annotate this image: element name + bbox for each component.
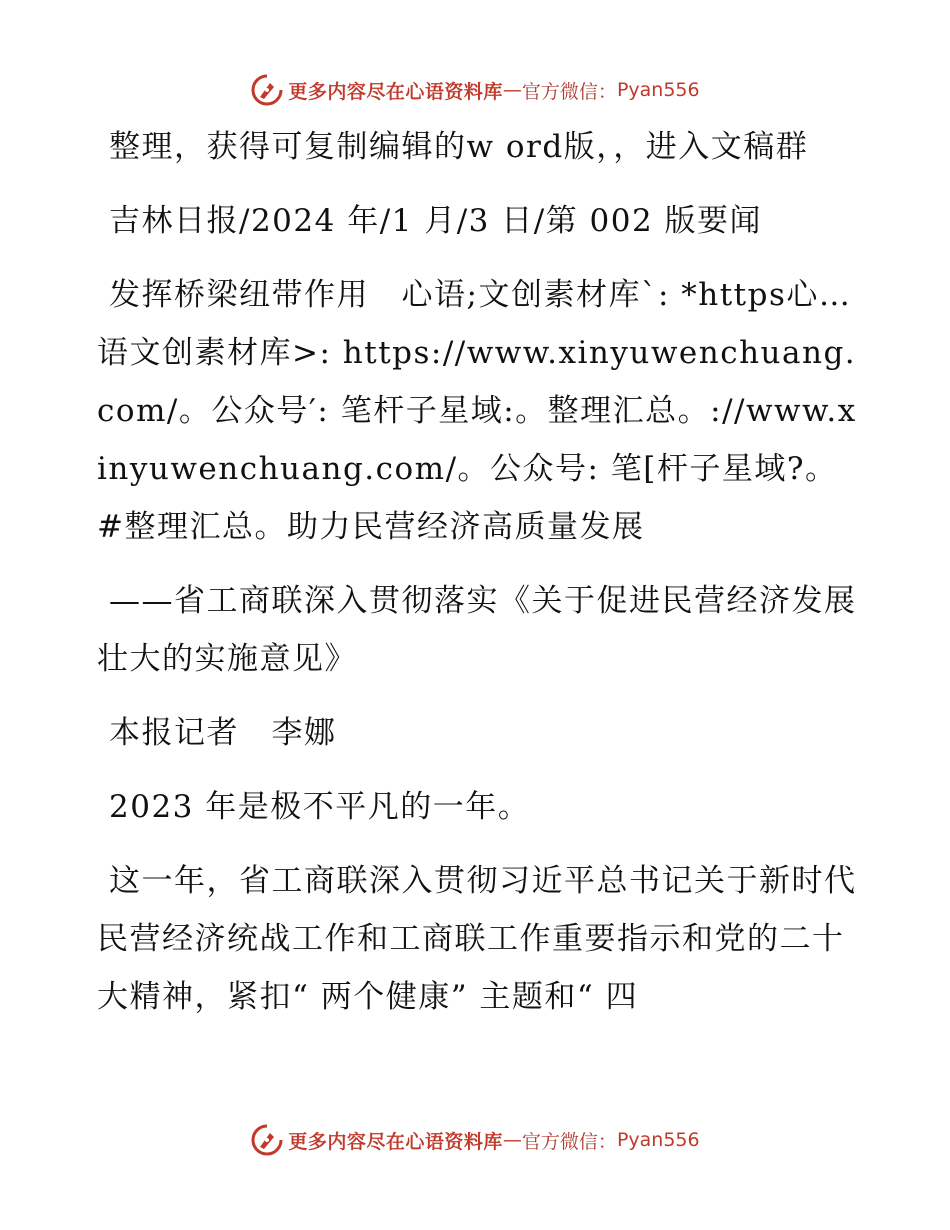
header-watermark-banner [0, 70, 950, 110]
body-paragraph: 2023 年是极不平凡的一年。 [109, 789, 531, 825]
article-body [97, 118, 857, 1042]
byline: 本报记者 李娜 [109, 715, 337, 751]
banner-wechat-label: 官方微信： [521, 80, 617, 103]
pen-nib-swirl-logo-icon [250, 73, 284, 107]
banner-wechat-label: 官方微信： [521, 1130, 617, 1153]
banner-wechat-handle: Pyan556 [616, 79, 700, 101]
body-paragraph: 这一年，省工商联深入贯彻习近平总书记关于新时代民营经济统战工作和工商联工作重要指示和党的二十大精神，紧扣“ 两个健康” 主题和“ 四 [97, 863, 857, 1015]
banner-wechat-handle: Pyan556 [616, 1129, 700, 1151]
banner-separator: — [502, 79, 522, 101]
source-line: 吉林日报/2024 年/1 月/3 日/第 002 版要闻 [109, 203, 763, 239]
banner-separator: — [502, 1129, 522, 1151]
pen-nib-swirl-logo-icon [250, 1123, 284, 1157]
subheadline: ——省工商联深入贯彻落实《关于促进民营经济发展壮大的实施意见》 [97, 583, 857, 677]
banner-text: 更多内容尽在心语资料库 [288, 80, 503, 103]
headline-paragraph: 发挥桥梁纽带作用 心语;文创素材库`: *https心…语文创素材库>: https://www.xinyuwenchuang.com/。公众号′: 笔杆子星域:。整理汇总。://www.xinyuwenchuang.com/。公众号: 笔[杆子星域?。#整理汇总。助力民营经济高质量发展 [97, 277, 857, 545]
footer-watermark-banner [0, 1120, 950, 1160]
banner-text: 更多内容尽在心语资料库 [288, 1130, 503, 1153]
intro-paragraph: 整理，获得可复制编辑的w ord版，，进入文稿群 [109, 129, 809, 165]
